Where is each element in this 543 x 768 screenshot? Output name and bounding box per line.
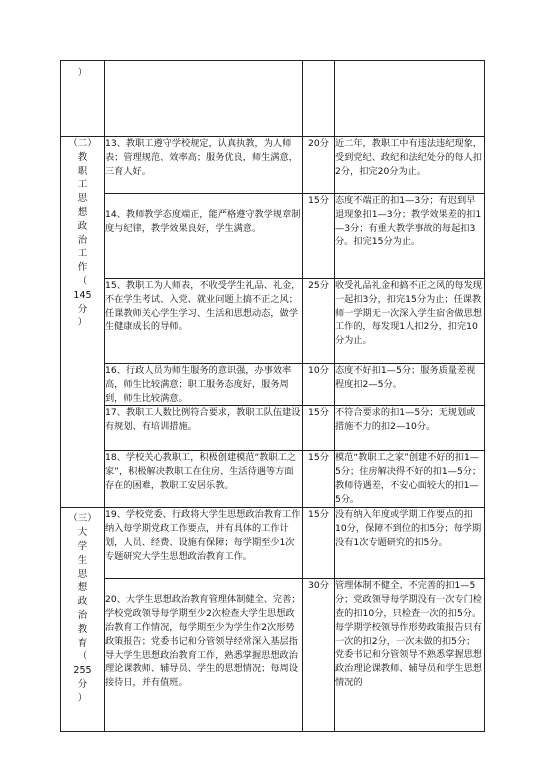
category-label-section-3 bbox=[68, 512, 97, 705]
category-points: 145 bbox=[73, 289, 92, 301]
table-row bbox=[61, 137, 485, 194]
category-char: 思 bbox=[77, 568, 88, 580]
table-row bbox=[61, 364, 485, 406]
requirement-cell: 13、教职工遵守学校规定，认真执教，为人师表；管理规范、效率高；服务优良，师生满意，三育人好。 bbox=[105, 137, 303, 194]
category-char: 政 bbox=[77, 596, 88, 608]
continuation-score-cell bbox=[303, 61, 335, 137]
continuation-category-fragment: ） bbox=[77, 67, 88, 78]
continuation-rule-cell bbox=[335, 61, 485, 137]
requirement-cell: 14、教师教学态度端正，能严格遵守教学规章制度与纪律，教学效果良好，学生满意。 bbox=[105, 194, 303, 279]
rule-cell: 态度不好扣1—5分；服务质量差视程度扣2—5分。 bbox=[335, 364, 485, 406]
rule-cell: 模范“教职工之家”创建不好的扣1—5分；住房解决得不好的扣1—5分；教师待遇差，不安心面较大的扣1—5分。 bbox=[335, 451, 485, 508]
score-cell: 30分 bbox=[303, 579, 335, 732]
category-cell-section-2 bbox=[61, 137, 105, 508]
continuation-requirement-cell bbox=[105, 61, 303, 137]
category-char: 学 bbox=[77, 540, 88, 552]
category-char: 大 bbox=[77, 527, 88, 539]
table-row bbox=[61, 406, 485, 451]
category-cell-section-3 bbox=[61, 508, 105, 732]
category-char: 工 bbox=[77, 179, 88, 191]
category-char: 政 bbox=[77, 220, 88, 232]
table-row bbox=[61, 579, 485, 732]
category-char: 生 bbox=[77, 554, 88, 566]
requirement-cell: 18、学校关心教职工，积极创建模范“教职工之家”，积极解决教职工在住房、生活待遇等方面存在的困难，教职工安居乐教。 bbox=[105, 451, 303, 508]
requirement-cell: 17、教职工人数比例符合要求，教职工队伍建设有规划、有培训措施。 bbox=[105, 406, 303, 451]
requirement-cell: 20、大学生思想政治教育管理体制健全、完善；学校党政领导每学期至少2次检查大学生思想政治教育工作情况，每学期至少为学生作2次形势政策报告；党委书记和分管领导经常深入基层指导大学生思想政治教育工作，熟悉掌握思想政治理论课教师、辅导员、学生的思想情况；每周设接待日，并有值班。 bbox=[105, 579, 303, 732]
category-char: 治 bbox=[77, 609, 88, 621]
rule-cell: 收受礼品礼金和搞不正之风的每发现一起扣3分，扣完15分为止；任课教师一学期无一次深入学生宿舍做思想工作的，每发现1人扣2分，扣完10分为止。 bbox=[335, 279, 485, 364]
score-cell: 20分 bbox=[303, 137, 335, 194]
category-char: 想 bbox=[77, 582, 88, 594]
requirement-cell: 19、学校党委、行政将大学生思想政治教育工作纳入每学期党政工作要点，并有具体的工作计划，人员、经费、设施有保障；每学期至少1次专题研究大学生思想政治教育工作。 bbox=[105, 508, 303, 579]
continuation-category-cell bbox=[61, 61, 105, 137]
category-char: ） bbox=[77, 317, 88, 329]
score-cell: 10分 bbox=[303, 364, 335, 406]
category-char: 分 bbox=[77, 678, 88, 690]
table-row bbox=[61, 194, 485, 279]
category-char: 想 bbox=[77, 206, 88, 218]
category-char: 治 bbox=[77, 234, 88, 246]
score-cell: 25分 bbox=[303, 279, 335, 364]
rule-cell: 管理体制不健全、不完善的扣1—5分；党政领导每学期没有一次专门检查的扣10分，只检查一次的扣5分。每学期学校领导作形势政策报告只有一次的扣2分，一次未做的扣5分；党委书记和分管领导不熟悉掌握思想政治理论课教师、辅导员和学生思想情况的 bbox=[335, 579, 485, 732]
table-row bbox=[61, 508, 485, 579]
score-cell: 15分 bbox=[303, 508, 335, 579]
table-row bbox=[61, 279, 485, 364]
category-char: ） bbox=[77, 692, 88, 704]
rule-cell: 态度不端正的扣1—3分；有迟到早退现象扣1—3分；教学效果差的扣1—3分；有重大教学事故的每起扣3分。扣完15分为止。 bbox=[335, 194, 485, 279]
category-char: （ bbox=[77, 275, 88, 287]
requirement-cell: 15、教职工为人师表，不收受学生礼品、礼金，不在学生考试、入党、就业问题上搞不正之风；任课教师关心学生学习、生活和思想动态，做学生健康成长的导师。 bbox=[105, 279, 303, 364]
category-char: 作 bbox=[77, 262, 88, 274]
category-points: 255 bbox=[73, 665, 92, 677]
score-cell: 15分 bbox=[303, 451, 335, 508]
table-row bbox=[61, 451, 485, 508]
requirement-cell: 16、行政人员为师生服务的意识强，办事效率高，师生比较满意；职工服务态度好，服务周到，师生比较满意。 bbox=[105, 364, 303, 406]
category-char: 分 bbox=[77, 303, 88, 315]
category-label-section-2 bbox=[68, 137, 97, 330]
continuation-row bbox=[61, 61, 485, 137]
category-char: 工 bbox=[77, 248, 88, 260]
category-number: （二） bbox=[68, 138, 97, 149]
category-char: （ bbox=[77, 651, 88, 663]
category-char: 教 bbox=[77, 623, 88, 635]
category-number: （三） bbox=[68, 513, 97, 525]
category-char: 职 bbox=[77, 165, 88, 177]
rule-cell: 近二年，教职工中有违法违纪现象，受到党纪、政纪和法纪处分的每人扣2分，扣完20分为止。 bbox=[335, 137, 485, 194]
rule-cell: 不符合要求的扣1—5分；无规划或措施不力的扣2—10分。 bbox=[335, 406, 485, 451]
score-cell: 15分 bbox=[303, 406, 335, 451]
score-cell: 15分 bbox=[303, 194, 335, 279]
category-char: 教 bbox=[77, 151, 88, 163]
rule-cell: 没有纳入年度或学期工作要点的扣10分，保障不到位的扣5分；每学期没有1次专题研究的扣5分。 bbox=[335, 508, 485, 579]
category-char: 思 bbox=[77, 193, 88, 205]
evaluation-table bbox=[60, 60, 485, 732]
category-char: 育 bbox=[77, 637, 88, 649]
